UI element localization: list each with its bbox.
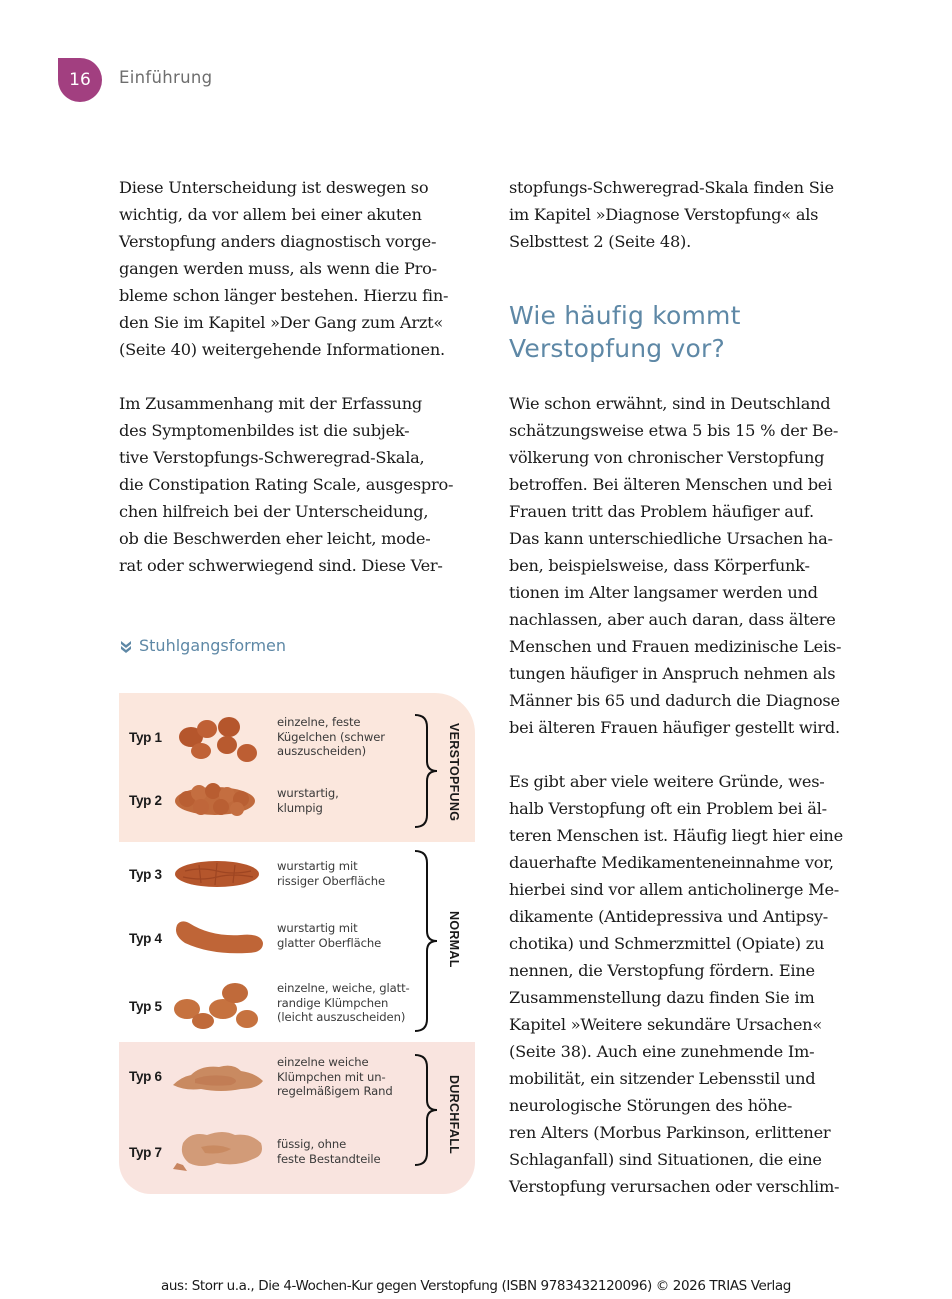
stool-type-7-icon [171, 1129, 267, 1175]
stool-type-4: Typ 4 wurstartig mit glatter Oberfläche [119, 917, 419, 967]
stool-type-6: Typ 6 einzelne weiche Klümpchen mit un- regelmäßigem Rand [129, 1055, 393, 1098]
constipation-brace-icon [413, 713, 441, 829]
copyright-footer: aus: Storr u.a., Die 4-Wochen-Kur gegen Verstopfung (ISBN 9783432120096) © 2026 TRIAS Verlag [161, 1278, 791, 1294]
page-number-badge [58, 58, 102, 102]
diarrhea-brace-icon [413, 1053, 441, 1167]
normal-brace-icon [413, 849, 441, 1033]
left-column-paragraph-1: Diese Unterscheidung ist deswegen so wichtig, da vor allem bei einer akuten Verstopfung anders diagnostisch vorge- gangen werden muss, als wenn die Pro- bleme schon länger bestehen. Hierzu fin- den Sie im Kapitel »Der Gang zum Arzt« (Seite 40) weitergehende Informationen. [119, 178, 449, 359]
group-label-normal: NORMAL [447, 911, 461, 968]
section-heading: Wie häufig kommt Verstopfung vor? [509, 301, 741, 363]
stool-type-1: Typ 1 einzelne, feste Kügelchen (schwer auszuscheiden) [119, 713, 419, 763]
running-head: Einführung [119, 68, 213, 87]
stool-type-3: Typ 3 wurstartig mit rissiger Oberfläche [119, 857, 419, 907]
stool-type-1-icon [171, 717, 263, 765]
stool-forms-figure [119, 693, 475, 1194]
stool-type-4-icon [171, 917, 267, 957]
stool-type-5: Typ 5 einzelne, weiche, glatt- randige Klümpchen (leicht auszuscheiden) [119, 981, 419, 1031]
stool-type-2-icon [171, 779, 259, 823]
stool-type-5-icon [171, 981, 263, 1031]
left-column-paragraph-2: Im Zusammenhang mit der Erfassung des Symptomenbildes ist die subjek- tive Verstopfungs-Schweregrad-Skala, die Constipation Rating Scale, ausgespro- chen hilfreich bei der Unterscheidung, ob die Beschwerden eher leicht, mode- rat oder schwerwiegend sind. Diese Ver- [119, 394, 454, 575]
right-column-continuation: stopfungs-Schweregrad-Skala finden Sie im Kapitel »Diagnose Verstopfung« als Selbsttest 2 (Seite 48). [509, 178, 834, 251]
stool-type-3-icon [171, 857, 263, 891]
stool-type-7: Typ 7 füssig, ohne feste Bestandteile [119, 1129, 419, 1179]
figure-title [119, 636, 286, 655]
stool-type-2: Typ 2 wurstartig, klumpig [119, 777, 419, 827]
right-column-paragraph-1: Wie schon erwähnt, sind in Deutschland schätzungsweise etwa 5 bis 15 % der Be- völkerung von chronischer Verstopfung betroffen. Bei älteren Menschen und bei Frauen tritt das Problem häufiger auf. Das kann unterschiedliche Ursachen ha- ben, beispielsweise, dass Körperfunk- tionen im Alter langsamer werden und nachlassen, aber auch daran, dass ältere Menschen und Frauen medizinische Leis- tungen häufiger in Anspruch nehmen als Männer bis 65 und dadurch die Diagnose bei älteren Frauen häufiger gestellt wird. [509, 394, 842, 737]
right-column-paragraph-2: Es gibt aber viele weitere Gründe, wes- halb Verstopfung oft ein Problem bei äl- teren Menschen ist. Häufig liegt hier eine dauerhafte Medikamenteneinnahme vor, hierbei sind vor allem anticholinerge Me- dikamente (Antidepressiva und Antipsy- chotika) und Schmerzmittel (Opiate) zu nennen, die Verstopfung fördern. Eine Zusammenstellung dazu finden Sie im Kapitel »Weitere sekundäre Ursachen« (Seite 38). Auch eine zunehmende Im- mobilität, ein sitzender Lebensstil und neurologische Störungen des höhe- ren Alters (Morbus Parkinson, erlittener Schlaganfall) sind Situationen, die eine Verstopfung verursachen oder verschlim- [509, 772, 843, 1196]
page-number: 16 [69, 70, 91, 90]
group-label-constipation: VERSTOPFUNG [447, 723, 461, 822]
stool-type-6-icon [171, 1059, 267, 1099]
group-label-diarrhea: DURCHFALL [447, 1075, 461, 1155]
figure-title-text: Stuhlgangsformen [139, 636, 287, 655]
double-chevron-down-icon [119, 639, 133, 653]
